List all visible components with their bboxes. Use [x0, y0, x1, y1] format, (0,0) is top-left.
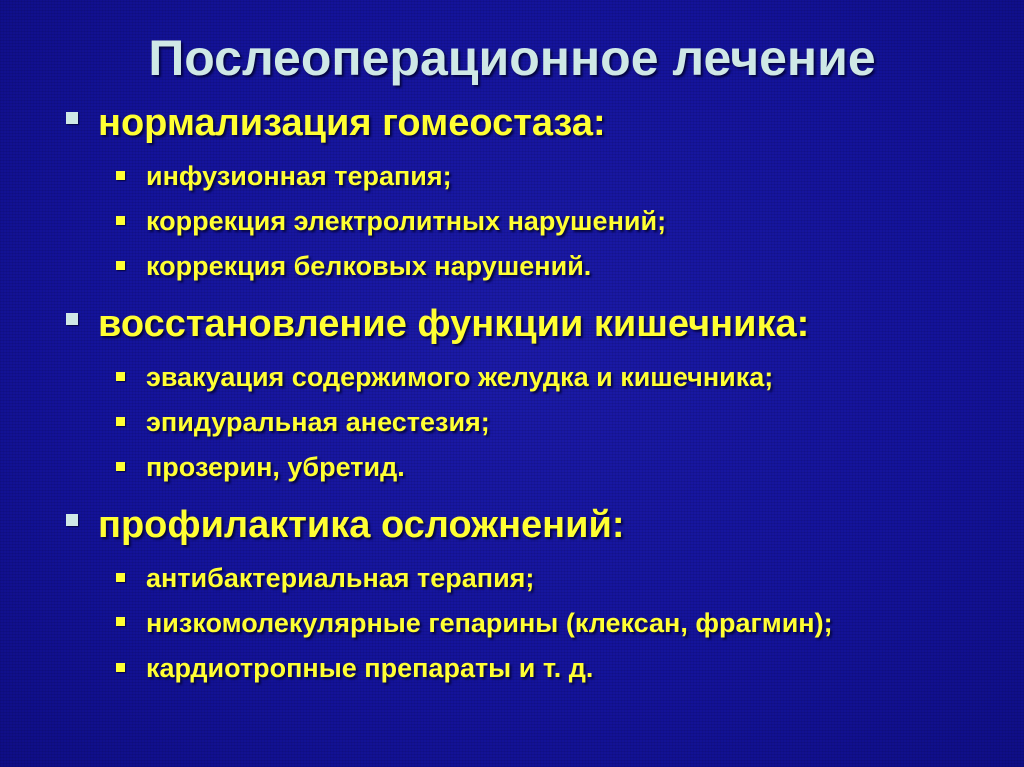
section-heading-text: нормализация гомеостаза: — [98, 102, 606, 144]
square-bullet-icon — [66, 514, 78, 526]
list-item — [66, 199, 996, 244]
bullet-list — [66, 92, 996, 695]
square-bullet-icon — [116, 171, 125, 180]
square-bullet-icon — [116, 462, 125, 471]
list-item — [66, 154, 996, 199]
section-homeostasis — [66, 92, 996, 289]
list-item — [66, 601, 916, 646]
sub-list — [66, 154, 996, 289]
list-item — [66, 646, 996, 691]
square-bullet-icon — [116, 663, 125, 672]
list-item — [66, 355, 996, 400]
list-item-text: низкомолекулярные гепарины (клексан, фрагмин); — [146, 608, 833, 638]
list-item — [66, 400, 996, 445]
list-item-text: антибактериальная терапия; — [146, 563, 535, 593]
list-item-text: коррекция электролитных нарушений; — [146, 206, 667, 236]
section-heading — [66, 494, 996, 556]
square-bullet-icon — [116, 372, 125, 381]
list-item — [66, 445, 996, 490]
list-item-text: прозерин, убретид. — [146, 452, 405, 482]
square-bullet-icon — [116, 216, 125, 225]
square-bullet-icon — [66, 313, 78, 325]
square-bullet-icon — [116, 573, 125, 582]
square-bullet-icon — [116, 417, 125, 426]
sub-list — [66, 355, 996, 490]
section-heading-text: восстановление функции кишечника: — [98, 303, 810, 345]
section-complication-prevention — [66, 494, 996, 691]
list-item-text: эпидуральная анестезия; — [146, 407, 490, 437]
section-heading — [66, 92, 996, 154]
sub-list — [66, 556, 996, 691]
list-item-text: инфузионная терапия; — [146, 161, 452, 191]
square-bullet-icon — [66, 112, 78, 124]
slide-title: Послеоперационное лечение — [148, 30, 876, 86]
list-item — [66, 244, 996, 289]
section-bowel-function — [66, 293, 996, 490]
section-heading-text: профилактика осложнений: — [98, 504, 625, 546]
section-heading — [66, 293, 996, 355]
square-bullet-icon — [116, 617, 125, 626]
square-bullet-icon — [116, 261, 125, 270]
list-item — [66, 556, 996, 601]
list-item-text: кардиотропные препараты и т. д. — [146, 653, 594, 683]
list-item-text: эвакуация содержимого желудка и кишечника; — [146, 362, 774, 392]
list-item-text: коррекция белковых нарушений. — [146, 251, 592, 281]
